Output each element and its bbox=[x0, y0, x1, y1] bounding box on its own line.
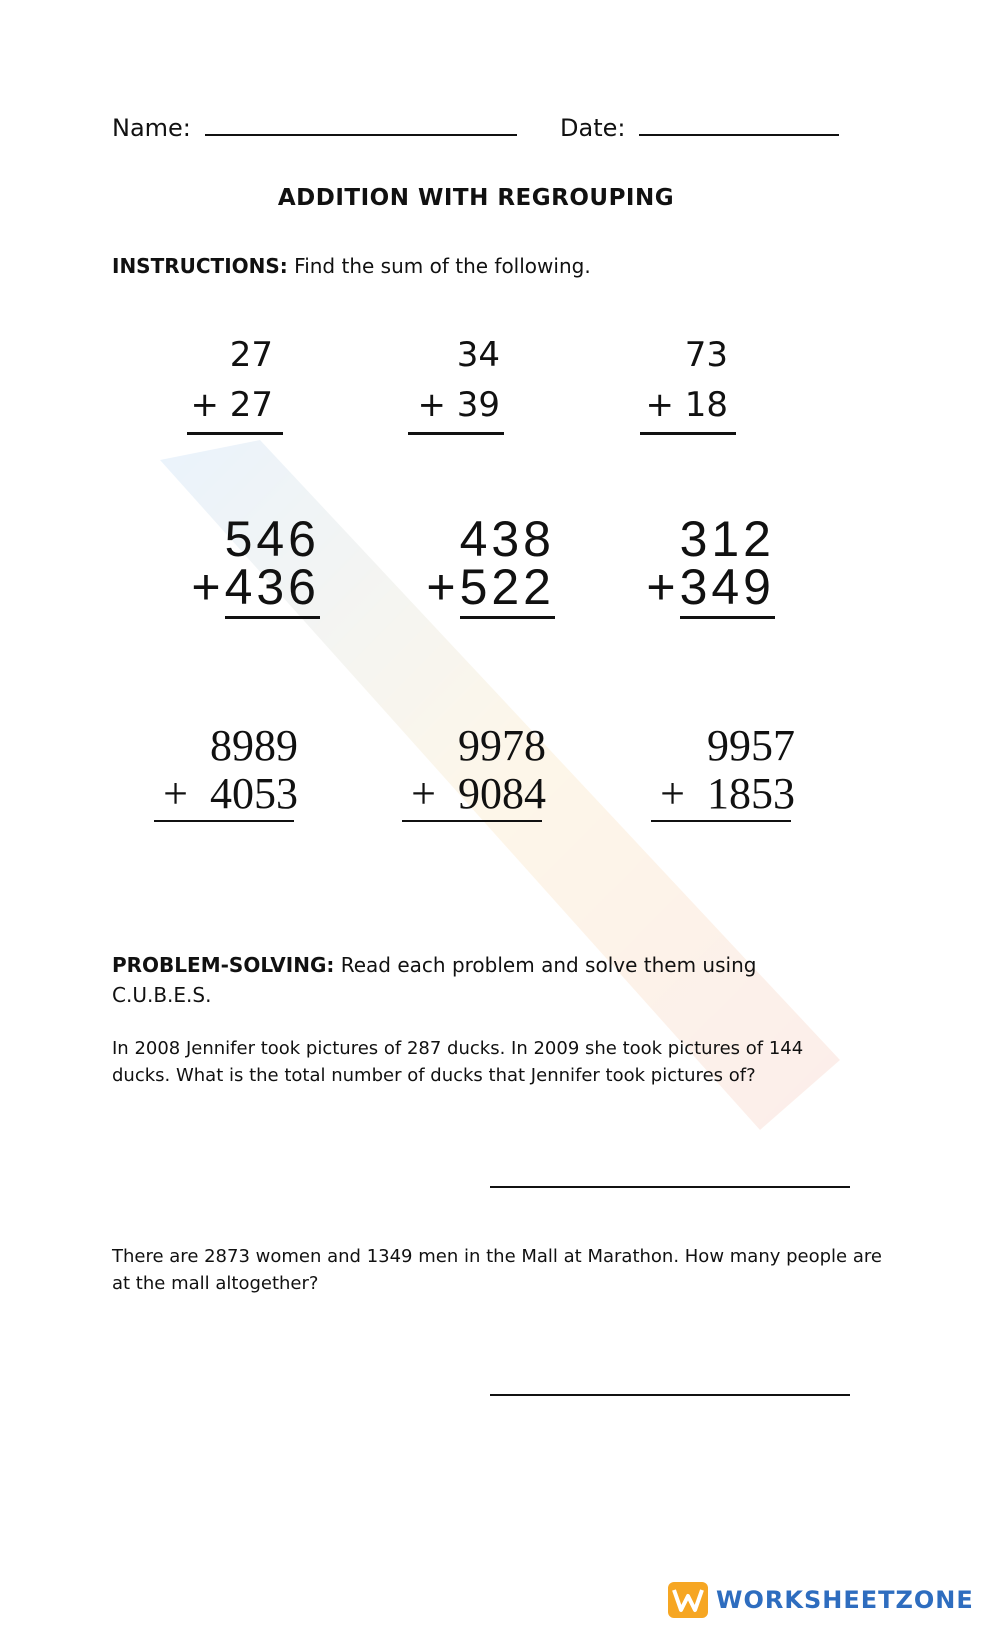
addend-bottom: + 4053 bbox=[163, 769, 298, 818]
problem-solving-label: PROBLEM-SOLVING: bbox=[112, 953, 335, 977]
problem-solving-text: Read each problem and solve them using bbox=[340, 953, 757, 977]
sum-line bbox=[154, 820, 294, 822]
plus-sign: + bbox=[646, 559, 680, 615]
word-problem-line: In 2008 Jennifer took pictures of 287 ducks. In 2009 she took pictures of 144 bbox=[112, 1038, 804, 1059]
sum-line bbox=[187, 432, 283, 435]
problem-row1-3 bbox=[618, 330, 728, 435]
sum-line bbox=[640, 432, 736, 435]
addend-top: 34 bbox=[456, 335, 500, 375]
worksheet-title: ADDITION WITH REGROUPING bbox=[277, 185, 675, 211]
date-field[interactable] bbox=[560, 114, 839, 142]
worksheetzone-logo-icon bbox=[668, 1582, 708, 1618]
name-blank-line[interactable] bbox=[205, 134, 517, 136]
word-problem-line: at the mall altogether? bbox=[112, 1273, 319, 1294]
addend-bottom: + 9084 bbox=[411, 769, 546, 818]
addend-top: 438 bbox=[459, 511, 555, 567]
instructions bbox=[112, 254, 591, 278]
addend-bottom: 522 bbox=[460, 559, 555, 619]
addend-bottom: + 18 bbox=[645, 385, 728, 425]
word-problem-line: There are 2873 women and 1349 men in the Mall at Marathon. How many people are bbox=[112, 1246, 882, 1267]
addend-top: 312 bbox=[679, 511, 775, 567]
addend-bottom: + 27 bbox=[190, 385, 273, 425]
word-problem-2 bbox=[112, 1243, 892, 1297]
addend-top: 73 bbox=[684, 335, 728, 375]
addend-top: 27 bbox=[229, 335, 273, 375]
date-blank-line[interactable] bbox=[639, 134, 839, 136]
name-field[interactable] bbox=[112, 114, 517, 142]
sum-line bbox=[408, 432, 504, 435]
date-label: Date: bbox=[560, 114, 626, 142]
instructions-text: Find the sum of the following. bbox=[294, 254, 591, 278]
problem-row3-2 bbox=[396, 722, 546, 822]
addend-bottom: + 1853 bbox=[660, 769, 795, 818]
problem-row2-2 bbox=[380, 511, 555, 615]
name-label: Name: bbox=[112, 114, 191, 142]
problem-solving-text-2: C.U.B.E.S. bbox=[112, 983, 212, 1007]
problem-row2-3 bbox=[600, 511, 775, 615]
instructions-label: INSTRUCTIONS: bbox=[112, 254, 288, 278]
addend-top: 546 bbox=[224, 511, 320, 567]
sum-line bbox=[651, 820, 791, 822]
plus-sign: + bbox=[426, 559, 460, 615]
sum-line bbox=[402, 820, 542, 822]
addend-bottom: 436 bbox=[225, 559, 320, 619]
word-problem-line: ducks. What is the total number of ducks that Jennifer took pictures of? bbox=[112, 1065, 756, 1086]
answer-line-2[interactable] bbox=[490, 1394, 850, 1396]
brand-logo bbox=[668, 1582, 974, 1618]
problem-row2-1 bbox=[145, 511, 320, 615]
addend-top: 9957 bbox=[707, 721, 795, 770]
problem-row3-1 bbox=[148, 722, 298, 822]
brand-name: WORKSHEETZONE bbox=[716, 1586, 974, 1614]
problem-row1-1 bbox=[163, 330, 273, 435]
problem-row3-3 bbox=[645, 722, 795, 822]
addend-top: 8989 bbox=[210, 721, 298, 770]
word-problem-1 bbox=[112, 1035, 872, 1089]
addend-bottom: 349 bbox=[680, 559, 775, 619]
addend-top: 9978 bbox=[458, 721, 546, 770]
problem-row1-2 bbox=[390, 330, 500, 435]
plus-sign: + bbox=[191, 559, 225, 615]
addend-bottom: + 39 bbox=[417, 385, 500, 425]
problem-solving-instructions bbox=[112, 950, 852, 1010]
answer-line-1[interactable] bbox=[490, 1186, 850, 1188]
